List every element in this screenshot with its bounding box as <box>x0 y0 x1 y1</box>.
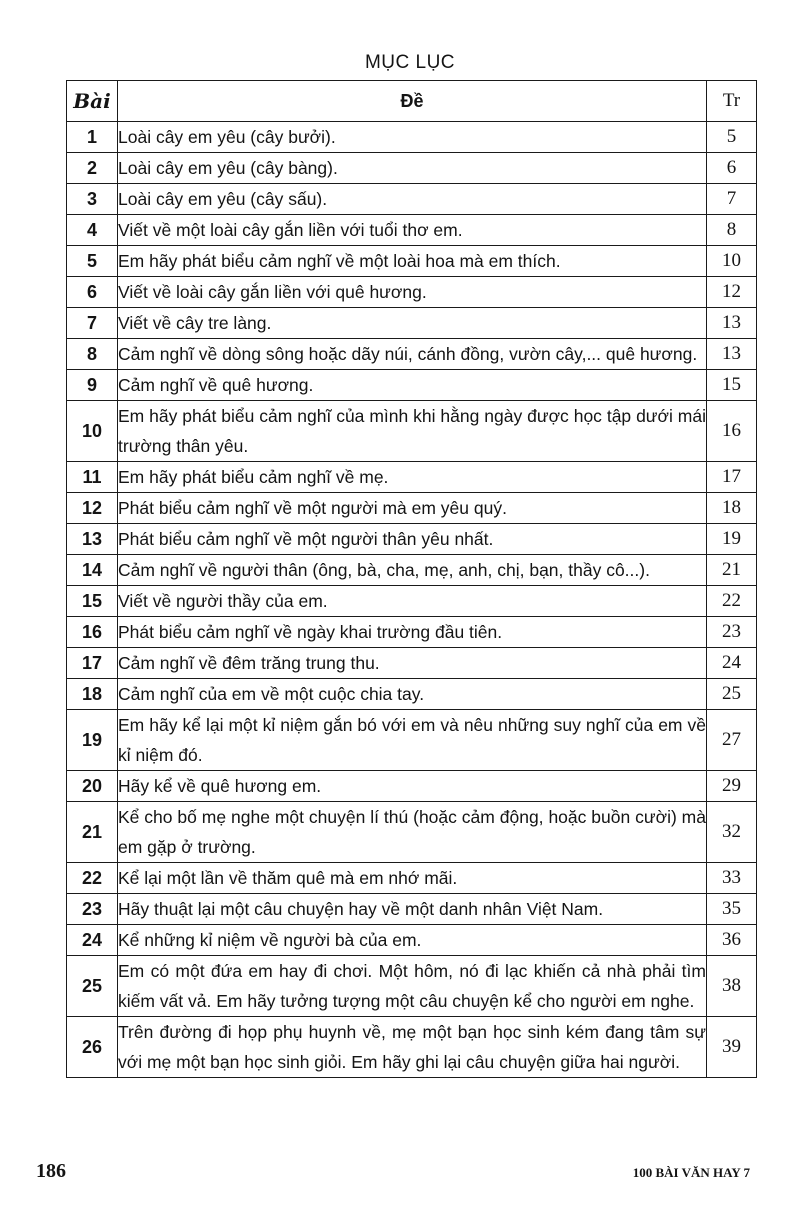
row-title: Cảm nghĩ về đêm trăng trung thu. <box>118 648 707 679</box>
toc-body <box>67 122 757 1078</box>
row-number: 22 <box>67 863 118 894</box>
row-number: 5 <box>67 246 118 277</box>
toc-row <box>67 586 757 617</box>
row-page: 13 <box>707 308 757 339</box>
toc-table <box>66 80 757 1078</box>
row-title: Loài cây em yêu (cây bàng). <box>118 153 707 184</box>
row-number: 23 <box>67 894 118 925</box>
toc-row <box>67 215 757 246</box>
row-page: 15 <box>707 370 757 401</box>
row-number: 19 <box>67 710 118 771</box>
row-title: Viết về người thầy của em. <box>118 586 707 617</box>
toc-row <box>67 370 757 401</box>
toc-row <box>67 802 757 863</box>
row-page: 39 <box>707 1017 757 1078</box>
row-number: 17 <box>67 648 118 679</box>
row-title: Trên đường đi họp phụ huynh về, mẹ một bạn học sinh kém đang tâm sự với mẹ một bạn học sinh giỏi. Em hãy ghi lại câu chuyện giữa hai người. <box>118 1017 707 1078</box>
row-page: 19 <box>707 524 757 555</box>
toc-row <box>67 401 757 462</box>
toc-row <box>67 524 757 555</box>
toc-row <box>67 894 757 925</box>
row-page: 8 <box>707 215 757 246</box>
row-page: 23 <box>707 617 757 648</box>
row-number: 3 <box>67 184 118 215</box>
row-title: Viết về một loài cây gắn liền với tuổi thơ em. <box>118 215 707 246</box>
row-page: 29 <box>707 771 757 802</box>
row-number: 1 <box>67 122 118 153</box>
row-number: 24 <box>67 925 118 956</box>
toc-row <box>67 679 757 710</box>
row-page: 21 <box>707 555 757 586</box>
toc-row <box>67 648 757 679</box>
row-page: 10 <box>707 246 757 277</box>
toc-row <box>67 710 757 771</box>
row-title: Em hãy phát biểu cảm nghĩ về mẹ. <box>118 462 707 493</box>
footer-page-number: 186 <box>36 1160 66 1182</box>
header-page: Tr <box>707 81 757 122</box>
row-title: Kể lại một lần về thăm quê mà em nhớ mãi. <box>118 863 707 894</box>
header-num: Bài <box>67 81 118 122</box>
row-page: 38 <box>707 956 757 1017</box>
row-title: Cảm nghĩ về người thân (ông, bà, cha, mẹ, anh, chị, bạn, thầy cô...). <box>118 555 707 586</box>
row-title: Loài cây em yêu (cây bưởi). <box>118 122 707 153</box>
row-title: Cảm nghĩ về dòng sông hoặc dãy núi, cánh đồng, vườn cây,... quê hương. <box>118 339 707 370</box>
row-number: 14 <box>67 555 118 586</box>
toc-row <box>67 771 757 802</box>
row-page: 33 <box>707 863 757 894</box>
row-title: Hãy kể về quê hương em. <box>118 771 707 802</box>
header-title: Đề <box>118 81 707 122</box>
toc-row <box>67 339 757 370</box>
row-page: 22 <box>707 586 757 617</box>
toc-row <box>67 1017 757 1078</box>
footer-book-title: 100 BÀI VĂN HAY 7 <box>632 1165 750 1180</box>
row-title: Em hãy phát biểu cảm nghĩ về một loài hoa mà em thích. <box>118 246 707 277</box>
toc-header-row <box>67 81 757 122</box>
row-page: 16 <box>707 401 757 462</box>
row-number: 10 <box>67 401 118 462</box>
toc-row <box>67 308 757 339</box>
toc-row <box>67 277 757 308</box>
row-page: 25 <box>707 679 757 710</box>
row-title: Phát biểu cảm nghĩ về ngày khai trường đầu tiên. <box>118 617 707 648</box>
row-page: 27 <box>707 710 757 771</box>
toc-row <box>67 555 757 586</box>
toc-row <box>67 925 757 956</box>
row-title: Loài cây em yêu (cây sấu). <box>118 184 707 215</box>
page-title: MỤC LỤC <box>364 52 456 73</box>
row-page: 6 <box>707 153 757 184</box>
row-number: 20 <box>67 771 118 802</box>
row-number: 21 <box>67 802 118 863</box>
row-title: Hãy thuật lại một câu chuyện hay về một danh nhân Việt Nam. <box>118 894 707 925</box>
toc-row <box>67 617 757 648</box>
row-page: 36 <box>707 925 757 956</box>
row-number: 26 <box>67 1017 118 1078</box>
row-number: 2 <box>67 153 118 184</box>
row-title: Viết về loài cây gắn liền với quê hương. <box>118 277 707 308</box>
row-number: 18 <box>67 679 118 710</box>
row-title: Viết về cây tre làng. <box>118 308 707 339</box>
row-number: 8 <box>67 339 118 370</box>
row-title: Kể cho bố mẹ nghe một chuyện lí thú (hoặc cảm động, hoặc buồn cười) mà em gặp ở trường. <box>118 802 707 863</box>
toc-row <box>67 122 757 153</box>
row-title: Cảm nghĩ của em về một cuộc chia tay. <box>118 679 707 710</box>
row-title: Kể những kỉ niệm về người bà của em. <box>118 925 707 956</box>
toc-row <box>67 153 757 184</box>
row-number: 12 <box>67 493 118 524</box>
toc-row <box>67 184 757 215</box>
row-title: Phát biểu cảm nghĩ về một người thân yêu nhất. <box>118 524 707 555</box>
row-page: 24 <box>707 648 757 679</box>
row-page: 13 <box>707 339 757 370</box>
row-title: Em hãy phát biểu cảm nghĩ của mình khi hằng ngày được học tập dưới mái trường thân yêu. <box>118 401 707 462</box>
row-number: 15 <box>67 586 118 617</box>
row-title: Em có một đứa em hay đi chơi. Một hôm, nó đi lạc khiến cả nhà phải tìm kiếm vất vả. Em hãy tưởng tượng một câu chuyện kể cho người em nghe. <box>118 956 707 1017</box>
toc-row <box>67 462 757 493</box>
row-number: 6 <box>67 277 118 308</box>
toc-row <box>67 956 757 1017</box>
row-title: Phát biểu cảm nghĩ về một người mà em yêu quý. <box>118 493 707 524</box>
row-number: 25 <box>67 956 118 1017</box>
row-page: 17 <box>707 462 757 493</box>
row-page: 35 <box>707 894 757 925</box>
row-page: 18 <box>707 493 757 524</box>
row-number: 16 <box>67 617 118 648</box>
row-number: 4 <box>67 215 118 246</box>
row-title: Em hãy kể lại một kỉ niệm gắn bó với em và nêu những suy nghĩ của em về kỉ niệm đó. <box>118 710 707 771</box>
row-title: Cảm nghĩ về quê hương. <box>118 370 707 401</box>
row-number: 7 <box>67 308 118 339</box>
toc-row <box>67 246 757 277</box>
row-page: 12 <box>707 277 757 308</box>
row-page: 5 <box>707 122 757 153</box>
row-page: 7 <box>707 184 757 215</box>
row-number: 9 <box>67 370 118 401</box>
toc-row <box>67 863 757 894</box>
row-number: 11 <box>67 462 118 493</box>
row-page: 32 <box>707 802 757 863</box>
toc-row <box>67 493 757 524</box>
row-number: 13 <box>67 524 118 555</box>
